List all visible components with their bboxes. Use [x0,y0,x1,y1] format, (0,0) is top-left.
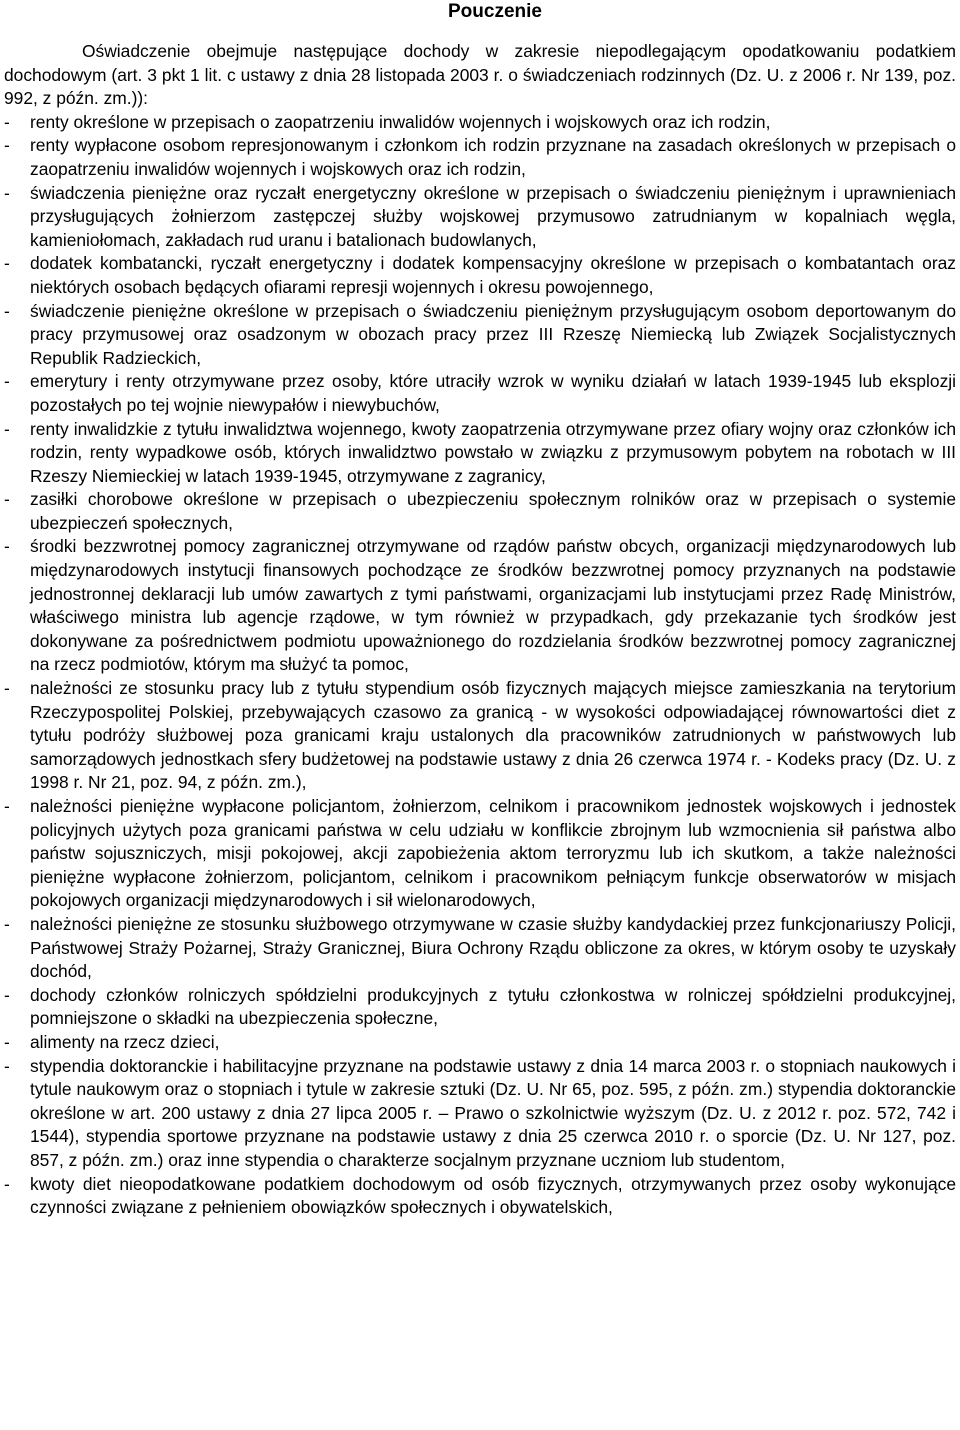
list-item-text: renty inwalidzkie z tytułu inwalidztwa wojennego, kwoty zaopatrzenia otrzymywane przez ofiary wojny oraz członków ich rodzin, renty wypadkowe osób, których inwalidztwo powstało w związku z przymusowym pobytem na robotach w III Rzeszy Niemieckiej w latach 1939-1945, otrzymywane z zagranicy, [30,418,956,486]
list-dash: - [4,796,10,816]
list-dash: - [4,371,10,392]
list-item [4,111,956,135]
list-item-text: alimenty na rzecz dzieci, [30,1031,220,1052]
list-item-text: kwoty diet nieopodatkowane podatkiem dochodowym od osób fizycznych, otrzymywanych przez osoby wykonujące czynności związane z pełnieniem obowiązków społecznych i obywatelskich, [30,1173,956,1218]
list-dash: - [4,913,10,934]
list-dash: - [4,1173,10,1194]
list-item-text: dochody członków rolniczych spółdzielni produkcyjnych z tytułu członkostwa w rolniczej spółdzielni produkcyjnej, pomniejszone o składki na ubezpieczenia społeczne, [30,984,956,1029]
list-item-text: świadczenia pieniężne oraz ryczałt energetyczny określone w przepisach o świadczeniu pieniężnym i uprawnieniach przysługujących żołnierzom zastępczej służby wojskowej przymusowo zatrudnianym w kopalniach węgla, kamieniołomach, zakładach rud uranu i batalionach budowlanych, [30,182,956,250]
list-dash: - [4,300,10,321]
list-item-text: renty wypłacone osobom represjonowanym i członkom ich rodzin przyznane na zasadach określonych w przepisach o zaopatrzeniu inwalidów wojennych i wojskowych oraz ich rodzin, [30,135,956,179]
list-dash: - [4,984,10,1005]
list-item-text: zasiłki chorobowe określone w przepisach o ubezpieczeniu społecznym rolników oraz w przepisach o systemie ubezpieczeń społecznych, [30,489,956,533]
list-item [4,913,956,984]
list-dash: - [4,536,10,557]
list-dash: - [4,1031,10,1052]
intro-paragraph: Oświadczenie obejmuje następujące dochody w zakresie niepodlegającym opodatkowaniu podatkiem dochodowym (art. 3 pkt 1 lit. c ustawy z dnia 28 listopada 2003 r. o świadczeniach rodzinnych (Dz. U. z 2006 r. Nr 139, poz. 992, z późn. zm.)): [4,41,956,109]
list-item [4,488,956,535]
list-item [4,535,956,677]
list-item-text: stypendia doktoranckie i habilitacyjne przyznane na podstawie ustawy z dnia 14 marca 2003 r. o stopniach naukowych i tytule naukowym oraz o stopniach i tytule w zakresie sztuki (Dz. U. Nr 65, poz. 595, z późn. zm.) stypendia doktoranckie określone w art. 200 ustawy z dnia 27 lipca 2005 r. – Prawo o szkolnictwie wyższym (Dz. U. z 2012 r. poz. 572, 742 i 1544), stypendia sportowe przyznane na podstawie ustawy z dnia 25 czerwca 2010 r. o sporcie (Dz. U. Nr 127, poz. 857, z późn. zm.) oraz inne stypendia o charakterze socjalnym przyznane uczniom lub studentom, [30,1055,956,1170]
list-item-text: środki bezzwrotnej pomocy zagranicznej otrzymywane od rządów państw obcych, organizacji międzynarodowych lub międzynarodowych instytucji finansowych pochodzące ze środków bezzwrotnej pomocy przyznanych na podstawie jednostronnej deklaracji lub umów zawartych z tymi państwami, organizacjami lub instytucjami przez Radę Ministrów, właściwego ministra lub agencje rządowe, w tym również w przypadkach, gdy przekazanie tych środków jest dokonywane za pośrednictwem podmiotu upoważnionego do rozdzielania środków bezzwrotnej pomocy zagranicznej na rzecz podmiotów, którym ma służyć ta pomoc, [30,536,956,675]
list-dash: - [4,253,10,274]
list-item-text: świadczenie pieniężne określone w przepisach o świadczeniu pieniężnym przysługującym osobom deportowanym do pracy przymusowej oraz osadzonym w obozach pracy przez III Rzeszę Niemiecką lub Związek Socjalistycznych Republik Radzieckich, [30,300,956,368]
list-item [4,1173,956,1220]
list-item [4,984,956,1031]
list-item [4,418,956,489]
list-item [4,370,956,417]
list-dash: - [4,182,10,203]
list-item [4,795,956,913]
list-item [4,182,956,253]
list-item-text: renty określone w przepisach o zaopatrzeniu inwalidów wojennych i wojskowych oraz ich rodzin, [30,111,771,132]
list-item [4,1055,956,1173]
income-list [4,111,956,1220]
list-item-text: emerytury i renty otrzymywane przez osoby, które utraciły wzrok w wyniku działań w latach 1939-1945 lub eksplozji pozostałych po tej wojnie niewypałów i niewybuchów, [30,371,956,415]
list-dash: - [4,678,10,699]
list-item [4,677,956,795]
list-item-text: należności ze stosunku pracy lub z tytułu stypendium osób fizycznych mających miejsce zamieszkania na terytorium Rzeczypospolitej Polskiej, przebywających czasowo za granicą - w wysokości odpowiadającej równowartości diet z tytułu podróży służbowej poza granicami kraju ustalonych dla pracowników zatrudnionych w państwowych lub samorządowych jednostkach sfery budżetowej na podstawie ustawy z dnia 26 czerwca 1974 r. - Kodeks pracy (Dz. U. z 1998 r. Nr 21, poz. 94, z późn. zm.), [30,678,956,793]
list-dash: - [4,135,10,156]
list-dash: - [4,489,10,510]
list-item [4,1031,956,1055]
list-item-text: dodatek kombatancki, ryczałt energetyczny i dodatek kompensacyjny określone w przepisach o kombatantach oraz niektórych osobach będących ofiarami represji wojennych i okresu powojennego, [30,253,956,297]
list-item [4,300,956,371]
list-item-text: należności pieniężne ze stosunku służbowego otrzymywane w czasie służby kandydackiej przez funkcjonariuszy Policji, Państwowej Straży Pożarnej, Straży Granicznej, Biura Ochrony Rządu obliczone za okres, w którym osoby te uzyskały dochód, [30,913,956,982]
list-dash: - [4,1055,10,1076]
list-item [4,134,956,181]
list-dash: - [4,111,10,132]
list-dash: - [4,418,10,439]
list-item-text: należności pieniężne wypłacone policjantom, żołnierzom, celnikom i pracownikom jednostek wojskowych i jednostek policyjnych użytych poza granicami państwa w celu udziału w konflikcie zbrojnym lub wzmocnienia sił państwa albo państw sojuszniczych, misji pokojowej, akcji zapobieżenia aktom terroryzmu lub ich skutkom, a także należności pieniężne wypłacone żołnierzom, policjantom, celnikom i pracownikom pełniącym funkcje obserwatorów w misjach pokojowych organizacji międzynarodowych i sił wielonarodowych, [30,796,956,911]
document-title: Pouczenie [448,1,542,22]
list-item [4,252,956,299]
